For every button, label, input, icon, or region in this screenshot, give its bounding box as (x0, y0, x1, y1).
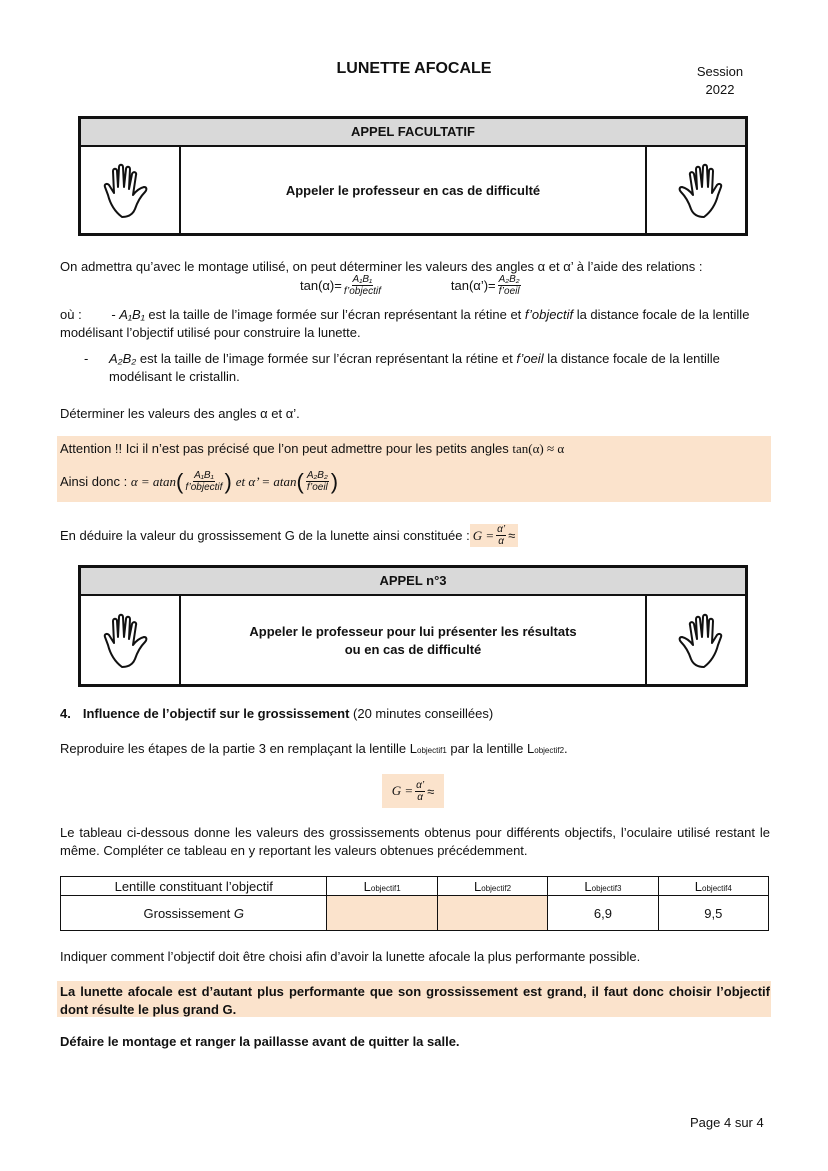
appel-3-line-1: Appeler le professeur pour lui présenter les résultats (249, 623, 577, 639)
final-instruction: Défaire le montage et ranger la paillasse avant de quitter la salle. (60, 1034, 460, 1049)
alpha-prime-atan: et α’ = atan (235, 473, 297, 489)
alpha-atan: α = atan (130, 473, 177, 489)
relation-1-num: A₁B₁ (352, 274, 373, 285)
session-label (680, 63, 760, 99)
definition-2: - A₂B₂ est la taille de l’image formée sur l’écran représentant la rétine et f’oeil la distance focale de la lentille modélisant le cristallin. (84, 351, 720, 384)
table-cell-g3: 6,9 (548, 896, 658, 931)
g-fraction (496, 524, 506, 547)
def2-symbol-2: f’oeil (516, 351, 544, 366)
alpha-fraction (185, 470, 222, 493)
section-4-heading (60, 705, 770, 723)
reproduce-sub-2: objectif2 (534, 746, 565, 755)
answer-objectif: La lunette afocale est d’autant plus performante que son grossissement est grand, il faut donc choisir l’objectif dont résulte le plus grand G. (60, 984, 770, 1017)
intro-line: On admettra qu’avec le montage utilisé, on peut déterminer les valeurs des angles α et α’ à l’aide des relations : (60, 259, 703, 274)
hand-icon (645, 596, 745, 685)
appel-facultatif-box (78, 116, 748, 236)
g2-num: α’ (416, 779, 425, 791)
grossissement-table (60, 876, 769, 931)
ou-label: où : (60, 307, 82, 322)
table-intro: Le tableau ci-dessous donne les valeurs des grossissements obtenus pour différents objectifs, l’oculaire utilisé restant le même. Compléter ce tableau en y reportant les valeurs obtenues précédemment. (60, 825, 770, 858)
g2-fraction (415, 780, 425, 803)
appel-facultatif-text: Appeler le professeur en cas de difficulté (285, 182, 541, 198)
table-header-l4: Lobjectif4 (658, 877, 768, 896)
def1-symbol: A₁B₁ (119, 307, 145, 322)
appel-facultatif-header: APPEL FACULTATIF (81, 119, 745, 147)
relation-2-fraction (498, 274, 521, 297)
appel-3-text (181, 596, 645, 685)
g-num: α’ (497, 524, 506, 535)
document-title: LUNETTE AFOCALE (336, 60, 492, 77)
def2-text-b: la distance focale de la lentille modélisant le cristallin. (109, 351, 720, 384)
g-den: α (498, 536, 504, 547)
relation-2-num: A₂B₂ (498, 274, 520, 285)
reproduce-instruction (60, 740, 770, 760)
relation-1-den: f’objectif (343, 286, 381, 297)
table-header-row (61, 877, 769, 896)
def2-text-a: est la taille de l’image formée sur l’écran représentant la rétine et (136, 351, 517, 366)
table-cell-g1[interactable] (327, 896, 437, 931)
reproduce-text-b: par la lentille L (446, 741, 535, 756)
alpha-prime-num: A₂B₂ (306, 470, 328, 481)
table-value-row (61, 896, 769, 931)
question-grossissement-text: En déduire la valeur du grossissement G de la lunette ainsi constituée : (60, 527, 470, 543)
g-formula-2 (382, 774, 444, 808)
def1-text-b: la distance focale de la lentille modélisant l’objectif utilisé pour construire la lunette. (60, 307, 750, 340)
question-angles: Déterminer les valeurs des angles α et α’. (60, 406, 300, 421)
answer-line-1 (60, 440, 770, 458)
alpha-prime-den: f’oeil (306, 482, 328, 493)
answer-line-2-prefix: Ainsi donc : (60, 473, 128, 489)
page-number: Page 4 sur 4 (690, 1115, 764, 1130)
alpha-prime-fraction (306, 470, 329, 493)
reproduce-sub-1: objectif1 (417, 746, 447, 755)
section-4-note: (20 minutes conseillées) (349, 706, 494, 721)
relation-1-lhs: tan(α)= (300, 278, 342, 293)
answer-line-1-math: tan(α) ≈ α (512, 441, 565, 456)
section-4-title: Influence de l’objectif sur le grossissement (82, 706, 350, 721)
session-text: Session (696, 64, 744, 79)
hand-icon (81, 147, 181, 234)
g2-approx: ≈ (427, 783, 435, 799)
g-lhs: G = (472, 527, 495, 543)
alpha-den: f’objectif (185, 482, 223, 493)
g-formula-highlight (470, 524, 519, 547)
answer-line-2: Ainsi donc : α = atan ( $\frac{\text{A₁B₁}}{\text{f’objectif}}$ ) et α’ = atan ( $\frac{\text{A₂B₂}}{\text{f’oeil}}$ ) (60, 468, 339, 494)
section-4-number: 4. (60, 706, 71, 721)
def2-symbol: A₂B₂ (109, 351, 137, 366)
definition-1: où : - A₁B₁ est la taille de l’image formée sur l’écran représentant la rétine et f’objectif la distance focale de la lentille modélisant l’objectif utilisé pour construire la lunette. (60, 307, 750, 340)
relation-2-den: f’oeil (498, 286, 520, 297)
table-row2-label: Grossissement G (61, 896, 327, 931)
g-approx: ≈ (508, 527, 516, 543)
relation-1-fraction (344, 274, 381, 297)
def1-text-a: est la taille de l’image formée sur l’écran représentant la rétine et (144, 307, 525, 322)
hand-icon (81, 596, 181, 685)
question-grossissement (60, 524, 770, 547)
question-objectif: Indiquer comment l’objectif doit être choisi afin d’avoir la lunette afocale la plus performante possible. (60, 949, 641, 964)
table-row1-label: Lentille constituant l’objectif (61, 877, 327, 896)
hand-icon (645, 147, 745, 234)
relations (300, 274, 523, 297)
g2-lhs: G = (391, 783, 414, 798)
reproduce-text-c: . (564, 741, 568, 756)
table-header-l3: Lobjectif3 (548, 877, 658, 896)
def1-symbol-2: f’objectif (524, 307, 574, 322)
table-cell-g4: 9,5 (658, 896, 768, 931)
appel-3-box (78, 565, 748, 687)
appel-3-header: APPEL n°3 (81, 568, 745, 596)
appel-3-line-2: ou en cas de difficulté (344, 641, 482, 657)
relation-2-lhs: tan(α’)= (450, 278, 496, 293)
alpha-num: A₁B₁ (194, 470, 214, 481)
answer-line-1-text: Attention !! Ici il n’est pas précisé que l’on peut admettre pour les petits angles (60, 441, 513, 456)
table-cell-g2[interactable] (437, 896, 547, 931)
reproduce-text-a: Reproduire les étapes de la partie 3 en remplaçant la lentille L (60, 741, 417, 756)
session-year: 2022 (705, 82, 735, 97)
table-header-l2: Lobjectif2 (437, 877, 547, 896)
table-header-l1: Lobjectif1 (327, 877, 437, 896)
g2-den: α (417, 791, 423, 803)
